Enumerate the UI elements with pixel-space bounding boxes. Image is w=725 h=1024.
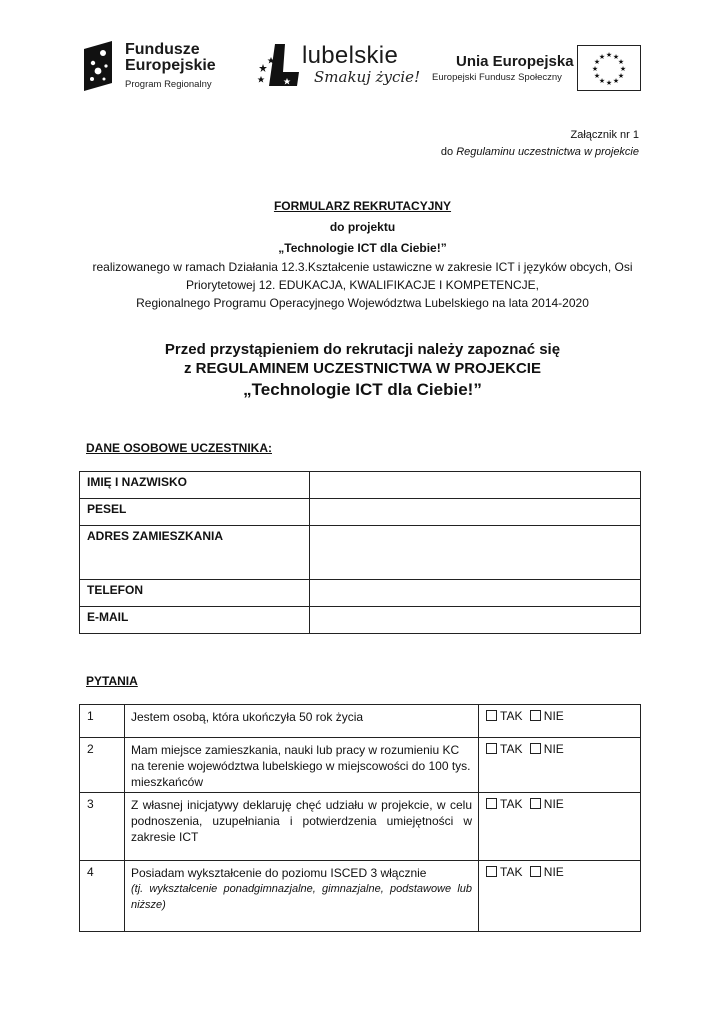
question-text: Z własnej inicjatywy deklaruję chęć udziału w projekcie, w celu podnoszenia, uzupełniania i potwierdzenia umiejętności w zakresie ICT <box>125 793 479 861</box>
email-label: E-MAIL <box>80 607 310 634</box>
question-text: Posiadam wykształcenie do poziomu ISCED 3 włącznie <box>131 866 427 880</box>
yes-label: TAK <box>500 709 523 723</box>
table-row <box>80 580 641 607</box>
personal-data-table <box>79 471 641 634</box>
question-text: Mam miejsce zamieszkania, nauki lub pracy w rozumieniu KC na terenie województwa lubelskiego w miejscowości do 100 tys. mieszkańców <box>125 738 479 793</box>
project-desc-line1: realizowanego w ramach Działania 12.3.Kształcenie ustawiczne w zakresie ICT i języków obcych, Osi <box>92 260 633 274</box>
notice-project-name: „Technologie ICT dla Ciebie!” <box>243 380 482 399</box>
yes-label: TAK <box>500 797 523 811</box>
form-subtitle: do projektu <box>329 220 396 234</box>
question-note: (tj. wykształcenie ponadgimnazjalne, gimnazjalne, podstawowe lub niższe) <box>131 883 472 911</box>
question-number: 3 <box>80 793 125 861</box>
svg-text:★: ★ <box>605 51 613 59</box>
lubelskie-logo-name: lubelskie <box>302 42 399 69</box>
phone-field[interactable] <box>310 580 641 607</box>
table-row <box>80 738 641 793</box>
notice-line1: Przed przystąpieniem do rekrutacji należy zapoznać się <box>164 341 561 358</box>
yes-checkbox[interactable] <box>486 710 497 721</box>
questions-heading: PYTANIA <box>86 674 138 688</box>
notice-line2: z REGULAMINEM UCZESTNICTWA W PROJEKCIE <box>184 360 541 377</box>
answer-cell <box>479 793 641 861</box>
project-name: „Technologie ICT dla Ciebie!” <box>278 241 447 255</box>
svg-text:★: ★ <box>617 72 625 80</box>
table-row <box>80 472 641 499</box>
personal-data-heading: DANE OSOBOWE UCZESTNIKA: <box>86 441 272 455</box>
notice <box>0 340 725 378</box>
svg-text:★: ★ <box>598 77 606 85</box>
name-label: IMIĘ I NAZWISKO <box>80 472 310 499</box>
phone-label: TELEFON <box>80 580 310 607</box>
table-row <box>80 607 641 634</box>
no-checkbox[interactable] <box>530 710 541 721</box>
no-label: NIE <box>543 797 564 811</box>
fe-logo-line2: Europejskie <box>125 57 216 74</box>
answer-cell <box>479 738 641 793</box>
svg-text:★: ★ <box>617 58 625 66</box>
yes-checkbox[interactable] <box>486 743 497 754</box>
question-number: 1 <box>80 705 125 738</box>
question-number: 4 <box>80 861 125 932</box>
yes-label: TAK <box>500 865 523 879</box>
form-title: FORMULARZ REKRUTACYJNY <box>273 199 452 213</box>
question-text: Jestem osobą, która ukończyła 50 rok życia <box>125 705 479 738</box>
svg-text:★: ★ <box>598 53 606 61</box>
no-label: NIE <box>543 742 564 756</box>
attachment-note <box>441 127 639 161</box>
svg-text:★: ★ <box>593 58 601 66</box>
ue-logo-subtitle: Europejski Fundusz Społeczny <box>432 72 562 83</box>
table-row <box>80 861 641 932</box>
no-checkbox[interactable] <box>530 866 541 877</box>
yes-checkbox[interactable] <box>486 866 497 877</box>
questions-table <box>79 704 641 932</box>
yes-label: TAK <box>500 742 523 756</box>
table-row <box>80 526 641 580</box>
email-field[interactable] <box>310 607 641 634</box>
eu-stars-icon <box>578 46 640 90</box>
eu-flag <box>577 45 641 91</box>
table-row <box>80 705 641 738</box>
name-field[interactable] <box>310 472 641 499</box>
svg-text:★: ★ <box>605 79 613 87</box>
ue-logo-title: Unia Europejska <box>456 53 574 70</box>
lubelskie-logo-icon <box>257 42 301 90</box>
question-number: 2 <box>80 738 125 793</box>
no-label: NIE <box>543 709 564 723</box>
attachment-line2-prefix: do <box>440 146 457 158</box>
attachment-line1: Załącznik nr 1 <box>570 129 639 141</box>
svg-text:★: ★ <box>612 53 620 61</box>
answer-cell <box>479 861 641 932</box>
lubelskie-logo-slogan: Smakuj życie! <box>314 68 421 86</box>
attachment-line2 <box>441 144 639 161</box>
svg-text:★: ★ <box>591 65 599 73</box>
no-label: NIE <box>543 865 564 879</box>
pesel-label: PESEL <box>80 499 310 526</box>
svg-text:★: ★ <box>619 65 627 73</box>
no-checkbox[interactable] <box>530 798 541 809</box>
table-row <box>80 793 641 861</box>
answer-cell <box>479 705 641 738</box>
pesel-field[interactable] <box>310 499 641 526</box>
yes-checkbox[interactable] <box>486 798 497 809</box>
svg-text:★: ★ <box>612 77 620 85</box>
svg-text:★: ★ <box>593 72 601 80</box>
fundusze-europejskie-logo-icon <box>84 41 122 91</box>
question-cell <box>125 861 479 932</box>
address-field[interactable] <box>310 526 641 580</box>
fe-logo-subtitle: Program Regionalny <box>125 79 212 90</box>
project-desc-line2: Priorytetowej 12. EDUKACJA, KWALIFIKACJE I KOMPETENCJE, <box>186 278 539 292</box>
project-desc-line3: Regionalnego Programu Operacyjnego Województwa Lubelskiego na lata 2014-2020 <box>136 296 589 310</box>
table-row <box>80 499 641 526</box>
fe-logo-line1: Fundusze <box>125 41 200 58</box>
address-label: ADRES ZAMIESZKANIA <box>80 526 310 580</box>
fe-logo-title <box>125 42 216 74</box>
project-description <box>0 258 725 312</box>
attachment-line2-italic: Regulaminu uczestnictwa w projekcie <box>456 146 639 158</box>
no-checkbox[interactable] <box>530 743 541 754</box>
